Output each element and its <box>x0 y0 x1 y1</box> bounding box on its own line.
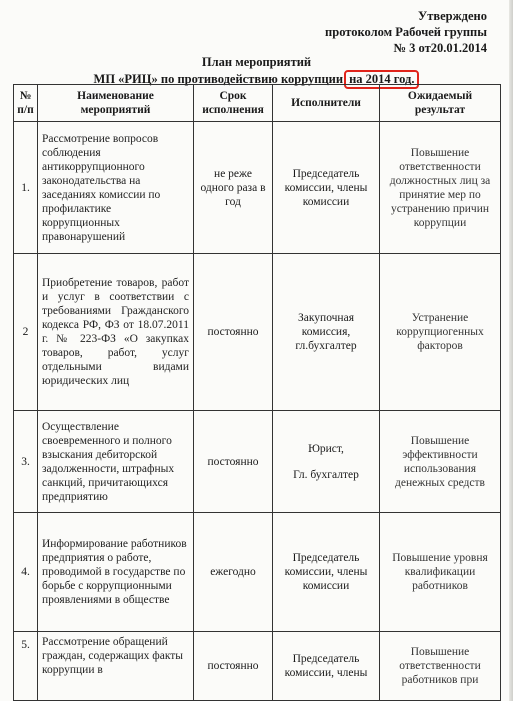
header-exec: Исполнители <box>273 85 380 122</box>
row-exec-line-2: Гл. бухгалтер <box>293 468 359 481</box>
row-num: 2 <box>14 254 38 411</box>
row-result: Повышение ответственности работников при <box>380 632 501 701</box>
row-term: постоянно <box>194 254 273 411</box>
row-exec: Председатель комиссии, члены комиссии <box>273 513 380 632</box>
title-year-text: на 2014 год. <box>349 72 415 86</box>
row-name: Информирование работников предприятия о работе, проводимой в государстве по борьбе с коррупционными проявлениями в обществе <box>38 513 194 632</box>
row-term: постоянно <box>194 411 273 513</box>
header-num: № п/п <box>14 85 38 122</box>
row-result: Повышение уровня квалификации работников <box>380 513 501 632</box>
row-result: Устранение коррупциогенных факторов <box>380 254 501 411</box>
title-line-1: План мероприятий <box>201 55 312 69</box>
table-row <box>14 513 501 632</box>
table-row <box>14 254 501 411</box>
row-result: Повышение ответственности должностных лиц за принятие мер по устранению причин коррупции <box>380 122 501 254</box>
scan-edge <box>509 0 513 701</box>
row-exec-line-1: Юрист, <box>308 442 344 455</box>
row-exec <box>273 411 380 513</box>
header-term: Срок исполнения <box>194 85 273 122</box>
title-main-text: МП «РИЦ» по противодействию коррупции <box>93 72 344 86</box>
header-name: Наименование мероприятий <box>38 85 194 122</box>
approval-line-2: протоколом Рабочей группы <box>325 25 487 39</box>
approval-line-1: Утверждено <box>418 9 487 23</box>
row-term: не реже одного раза в год <box>194 122 273 254</box>
row-exec: Закупочная комиссия, гл.бухгалтер <box>273 254 380 411</box>
row-term: ежегодно <box>194 513 273 632</box>
row-num: 1. <box>14 122 38 254</box>
row-name: Рассмотрение обращений граждан, содержащих факты коррупции в <box>38 632 194 701</box>
row-name: Рассмотрение вопросов соблюдения антикоррупционного законодательства на заседаниях комиссии по профилактике коррупционных правонарушений <box>38 122 194 254</box>
table-row <box>14 411 501 513</box>
header-result: Ожидаемый результат <box>380 85 501 122</box>
row-term: постоянно <box>194 632 273 701</box>
table-row <box>14 122 501 254</box>
row-result: Повышение эффективности использования денежных средств <box>380 411 501 513</box>
measures-table <box>13 84 501 701</box>
row-num: 3. <box>14 411 38 513</box>
row-name: Осуществление своевременного и полного взыскания дебиторской задолженности, штрафных санкций, причитающихся предприятию <box>38 411 194 513</box>
table-row <box>14 632 501 701</box>
approval-stamp <box>325 8 487 56</box>
table-header-row <box>14 85 501 122</box>
row-exec: Председатель комиссии, члены <box>273 632 380 701</box>
row-num: 4. <box>14 513 38 632</box>
row-num: 5. <box>14 632 38 701</box>
row-name: Приобретение товаров, работ и услуг в соответствии с требованиями Гражданского кодекса РФ, ФЗ от 18.07.2011 г. № 223-ФЗ «О закупках товаров, работ, услуг отдельными видами юридических лиц <box>38 254 194 411</box>
approval-line-3: № 3 от20.01.2014 <box>393 41 487 55</box>
row-exec: Председатель комиссии, члены комиссии <box>273 122 380 254</box>
